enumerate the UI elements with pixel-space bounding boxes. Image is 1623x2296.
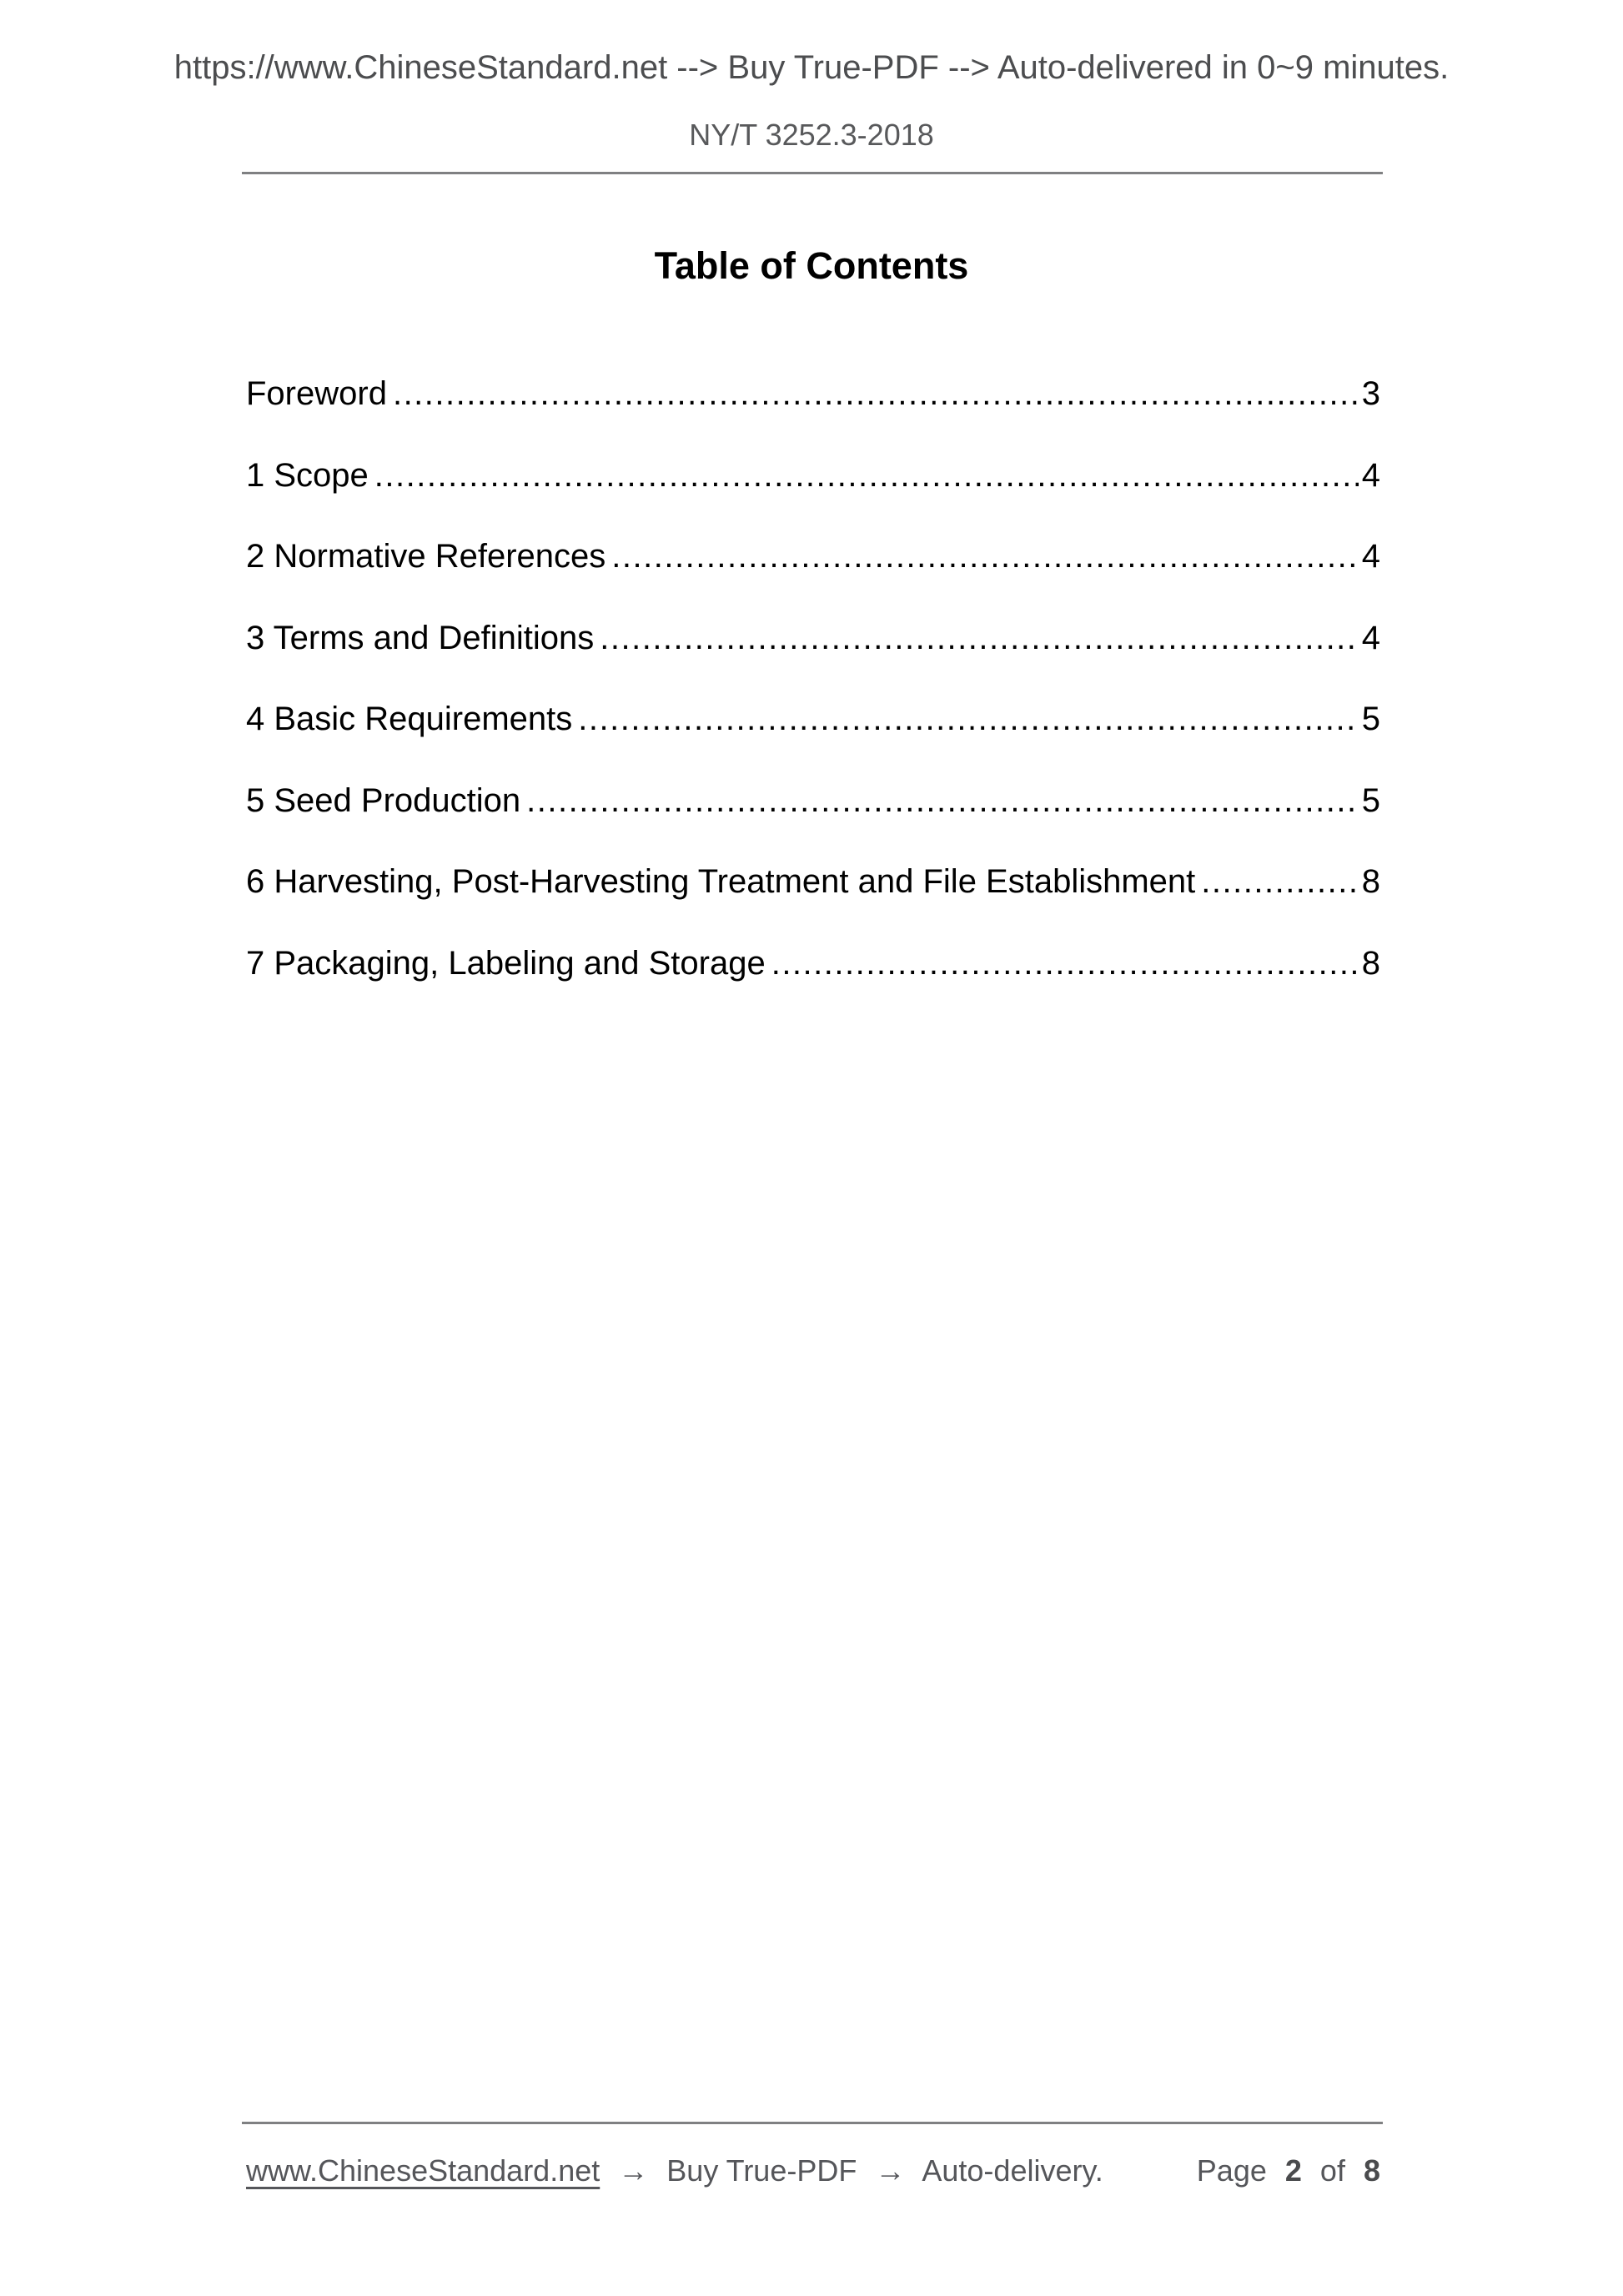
right-arrow-icon: → (875, 2153, 906, 2188)
toc-dot-leader (526, 761, 1359, 842)
page-title: Table of Contents (654, 244, 969, 287)
footer-divider (242, 2122, 1383, 2124)
toc-entry-terms-definitions (246, 598, 1380, 680)
toc-page-number: 5 (1361, 701, 1380, 737)
header-promo-text: https://www.ChineseStandard.net --> Buy True-PDF --> Auto-delivered in 0~9 minutes. (173, 49, 1450, 86)
toc-entry-label: 4 Basic Requirements (246, 701, 573, 737)
toc-dot-leader (600, 598, 1359, 680)
toc-entry-label: 3 Terms and Definitions (246, 619, 595, 656)
toc-entry-label: 7 Packaging, Labeling and Storage (246, 944, 766, 982)
doc-number: NY/T 3252.3-2018 (689, 118, 934, 152)
toc-entry-scope (246, 435, 1380, 517)
page-total: 8 (1363, 2153, 1380, 2188)
page-label: Page (1196, 2153, 1267, 2188)
toc-entry-normative-references (246, 516, 1380, 598)
footer-left (246, 2153, 1103, 2188)
toc-entry-harvesting (246, 842, 1380, 923)
toc-dot-leader (393, 354, 1359, 435)
toc-entry-foreword (246, 354, 1380, 435)
footer-buy-text: Buy True-PDF (666, 2153, 857, 2188)
toc-entry-label: 1 Scope (246, 456, 369, 494)
toc-dot-leader (771, 923, 1359, 1005)
table-of-contents (246, 354, 1380, 1004)
toc-entry-label: Foreword (246, 375, 387, 412)
toc-entry-label: 6 Harvesting, Post-Harvesting Treatment and File Establishment (246, 863, 1196, 900)
page-indicator (1197, 2153, 1380, 2188)
toc-entry-packaging (246, 923, 1380, 1005)
toc-entry-label: 2 Normative References (246, 538, 606, 575)
toc-dot-leader (374, 435, 1359, 517)
footer-link[interactable]: www.ChineseStandard.net (246, 2153, 600, 2188)
header-divider (242, 172, 1383, 174)
toc-page-number: 4 (1361, 538, 1380, 575)
toc-entry-label: 5 Seed Production (246, 781, 521, 819)
toc-page-number: 3 (1361, 375, 1380, 412)
toc-page-number: 4 (1361, 456, 1380, 494)
footer (246, 2153, 1380, 2188)
toc-dot-leader (578, 679, 1358, 761)
of-label: of (1319, 2153, 1345, 2188)
toc-page-number: 8 (1361, 863, 1380, 900)
toc-page-number: 8 (1361, 944, 1380, 982)
page-current: 2 (1284, 2153, 1302, 2188)
toc-dot-leader (1201, 842, 1358, 923)
right-arrow-icon: → (618, 2153, 649, 2188)
toc-entry-basic-requirements (246, 679, 1380, 761)
footer-delivery-text: Auto-delivery. (922, 2153, 1103, 2188)
toc-page-number: 5 (1361, 781, 1380, 819)
toc-entry-seed-production (246, 761, 1380, 842)
toc-page-number: 4 (1361, 619, 1380, 656)
toc-dot-leader (611, 516, 1358, 598)
